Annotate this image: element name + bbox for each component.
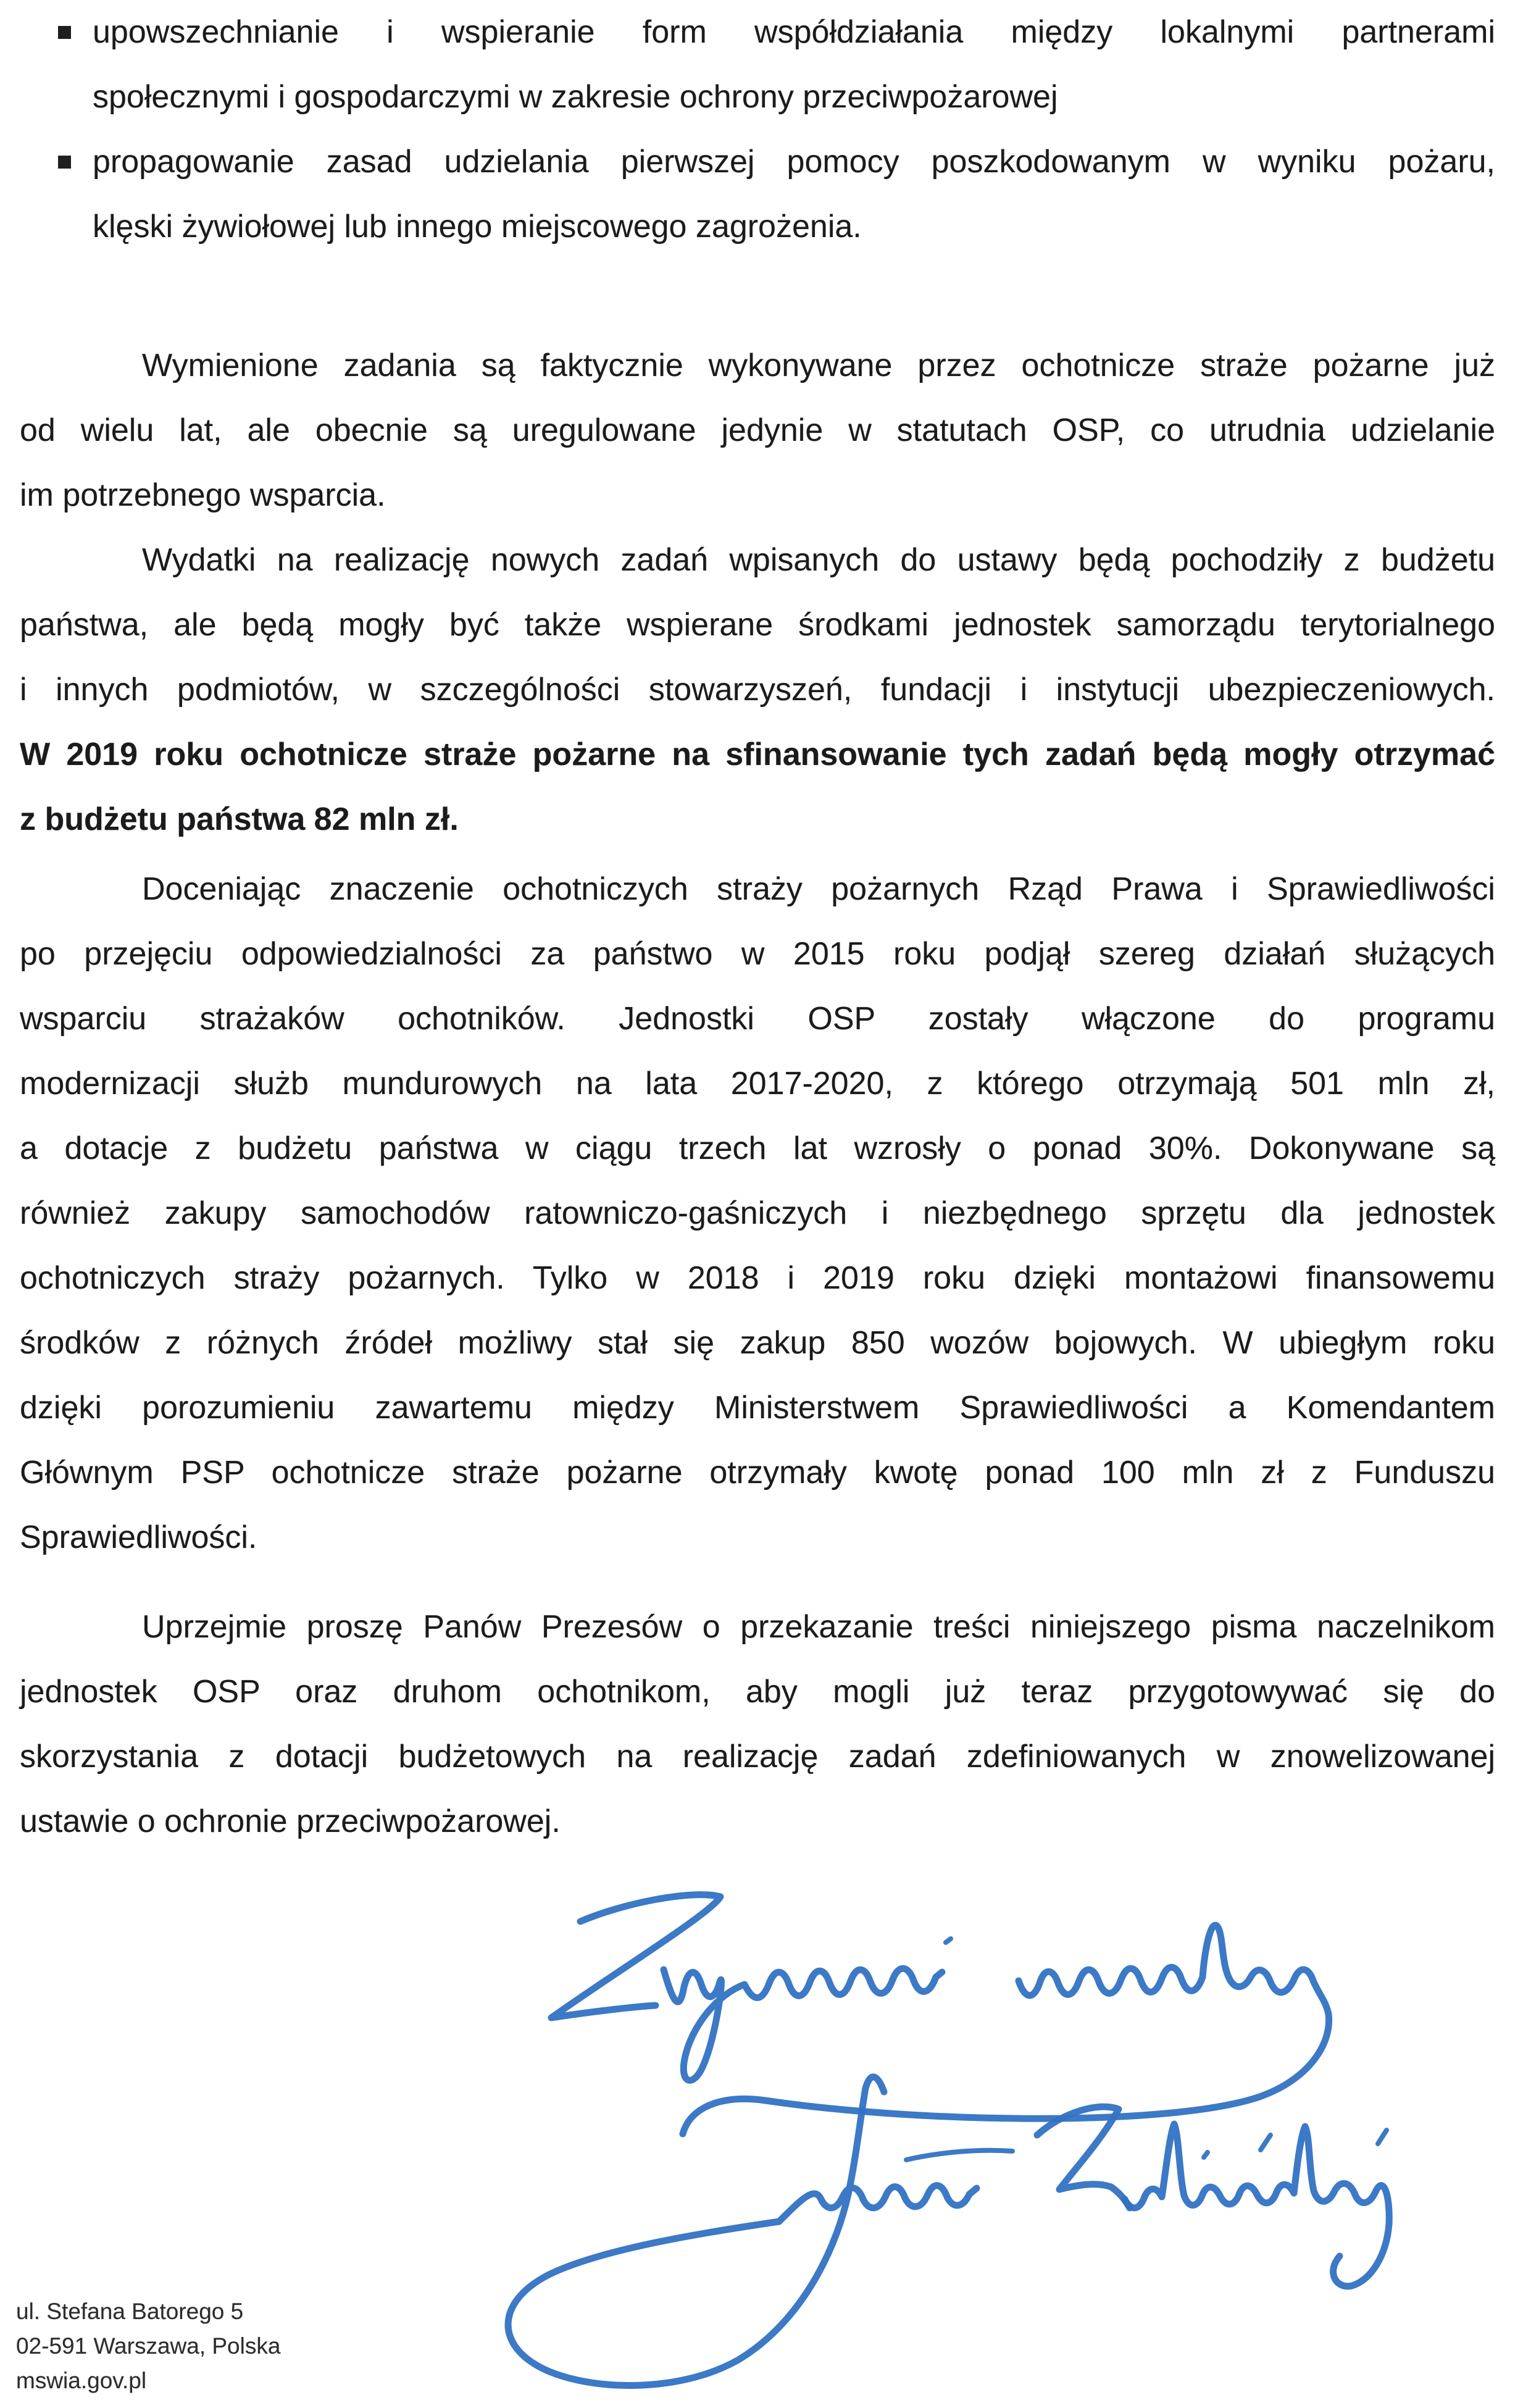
body-line: Uprzejmie proszę Panów Prezesów o przekazanie treści niniejszego pisma naczelnikom [142, 1609, 1495, 1645]
body-line: środków z różnych źródeł możliwy stał się zakup 850 wozów bojowych. W ubiegłym roku [20, 1325, 1495, 1361]
body-line: im potrzebnego wsparcia. [20, 477, 386, 513]
paragraph [20, 333, 1495, 528]
signature-closing-strokes [551, 1895, 1329, 2134]
paragraph [20, 1595, 1495, 1854]
body-line: skorzystania z dotacji budżetowych na realizację zadań zdefiniowanych w znowelizowanej [20, 1739, 1495, 1775]
body-line: również zakupy samochodów ratowniczo-gaśniczych i niezbędnego sprzętu dla jednostek [20, 1195, 1495, 1231]
body-line: propagowanie zasad udzielania pierwszej pomocy poszkodowanym w wyniku pożaru, [93, 144, 1495, 180]
signature-name-strokes [508, 2077, 1389, 2386]
body-line: od wielu lat, ale obecnie są uregulowane jedynie w statutach OSP, co utrudnia udzielanie [20, 412, 1495, 448]
body-line-emphasis: W 2019 roku ochotnicze straże pożarne na sfinansowanie tych zadań będą mogły otrzymać [20, 737, 1495, 772]
paragraph-gap [20, 1570, 1495, 1595]
body-line: Doceniając znaczenie ochotniczych straży pożarnych Rząd Prawa i Sprawiedliwości [142, 871, 1495, 907]
body-line: Wymienione zadania są faktycznie wykonywane przez ochotnicze straże pożarne już [142, 348, 1495, 383]
body-line: po przejęciu odpowiedzialności za państwo w 2015 roku podjął szereg działań służących [20, 936, 1495, 972]
body-line: klęski żywiołowej lub innego miejscowego zagrożenia. [93, 209, 862, 245]
bullet-item [20, 0, 1495, 130]
body-line: a dotacje z budżetu państwa w ciągu trzech lat wzrosły o ponad 30%. Dokonywane są [20, 1131, 1495, 1166]
paragraph [20, 528, 1495, 852]
footer-website: mswia.gov.pl [16, 2368, 147, 2393]
letter-body [20, 0, 1495, 1854]
body-line: państwa, ale będą mogły być także wspierane środkami jednostek samorządu terytorialnego [20, 607, 1495, 643]
body-line: ustawie o ochronie przeciwpożarowej. [20, 1804, 561, 1839]
body-line: Sprawiedliwości. [20, 1520, 257, 1555]
paragraph-gap [20, 852, 1495, 857]
letterhead-footer [16, 2294, 280, 2398]
body-line-emphasis: z budżetu państwa 82 mln zł. [20, 801, 459, 837]
body-line: dzięki porozumieniu zawartemu między Ministerstwem Sprawiedliwości a Komendantem [20, 1390, 1495, 1426]
body-line: ochotniczych straży pożarnych. Tylko w 2018 i 2019 roku dzięki montażowi finansowemu [20, 1260, 1495, 1296]
bullet-square-icon [58, 156, 71, 169]
footer-address-street: ul. Stefana Batorego 5 [16, 2299, 244, 2324]
paragraph [20, 857, 1495, 1570]
body-line: modernizacji służb mundurowych na lata 2017-2020, z którego otrzymają 501 mln zł, [20, 1066, 1495, 1102]
bullet-square-icon [58, 26, 71, 39]
body-line: Głównym PSP ochotnicze straże pożarne otrzymały kwotę ponad 100 mln zł z Funduszu [20, 1455, 1495, 1490]
body-line: i innych podmiotów, w szczególności stowarzyszeń, fundacji i instytucji ubezpieczeniowych. [20, 672, 1495, 708]
bullet-item [20, 130, 1495, 259]
body-line: jednostek OSP oraz druhom ochotnikom, aby mogli już teraz przygotowywać się do [20, 1674, 1495, 1710]
body-line: wsparciu strażaków ochotników. Jednostki OSP zostały włączone do programu [20, 1001, 1495, 1037]
body-line: społecznymi i gospodarczymi w zakresie ochrony przeciwpożarowej [93, 79, 1058, 115]
body-line: upowszechnianie i wspieranie form współdziałania między lokalnymi partnerami [93, 14, 1495, 50]
paragraph-gap [20, 259, 1495, 333]
footer-address-city: 02-591 Warszawa, Polska [16, 2333, 281, 2359]
body-line: Wydatki na realizację nowych zadań wpisanych do ustawy będą pochodziły z budżetu [142, 542, 1495, 578]
